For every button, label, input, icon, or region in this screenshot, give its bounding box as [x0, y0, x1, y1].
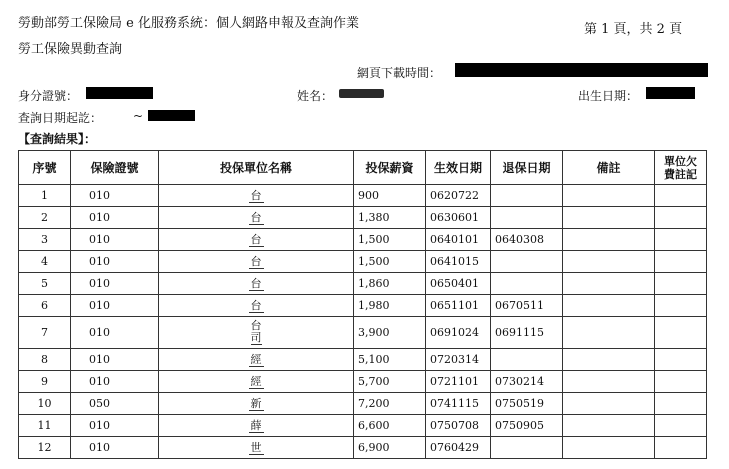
cell-unit-owed: [655, 437, 707, 459]
table-row: [19, 437, 707, 459]
query-period-sep: ~: [133, 109, 144, 123]
cell-remarks: [563, 251, 655, 273]
unit-name-text: 台: [250, 232, 262, 246]
col-header-unit-owed: [655, 151, 707, 185]
unit-name-text: 台: [250, 210, 262, 224]
cell-effective-date: 0750708: [426, 415, 491, 437]
cell-salary: 1,380: [354, 207, 426, 229]
unit-name-text: 台: [250, 276, 262, 290]
cell-salary: 1,980: [354, 295, 426, 317]
cell-remarks: [563, 371, 655, 393]
cell-withdrawal-date: [491, 349, 563, 371]
cell-index: 8: [19, 349, 71, 371]
cell-effective-date: 0650401: [426, 273, 491, 295]
cell-cert: 010: [71, 415, 159, 437]
cell-remarks: [563, 437, 655, 459]
col-header-withdrawal-date: 退保日期: [491, 151, 563, 185]
cell-withdrawal-date: 0640308: [491, 229, 563, 251]
cell-salary: 5,100: [354, 349, 426, 371]
cell-unit-name: [159, 229, 354, 251]
cell-unit-owed: [655, 185, 707, 207]
table-row: [19, 229, 707, 251]
cell-unit-owed: [655, 415, 707, 437]
cell-withdrawal-date: 0670511: [491, 295, 563, 317]
unit-name-text: 台: [250, 254, 262, 268]
cell-index: 2: [19, 207, 71, 229]
cell-effective-date: 0760429: [426, 437, 491, 459]
cell-index: 11: [19, 415, 71, 437]
cell-effective-date: 0620722: [426, 185, 491, 207]
cell-withdrawal-date: 0750905: [491, 415, 563, 437]
cell-remarks: [563, 229, 655, 251]
cell-salary: 6,600: [354, 415, 426, 437]
cell-remarks: [563, 207, 655, 229]
cell-index: 4: [19, 251, 71, 273]
cell-salary: 6,900: [354, 437, 426, 459]
cell-unit-owed: [655, 371, 707, 393]
cell-unit-owed: [655, 317, 707, 349]
cell-index: 5: [19, 273, 71, 295]
cell-withdrawal-date: [491, 185, 563, 207]
cell-effective-date: 0720314: [426, 349, 491, 371]
cell-cert: 010: [71, 349, 159, 371]
cell-withdrawal-date: [491, 251, 563, 273]
cell-unit-owed: [655, 273, 707, 295]
cell-salary: 1,500: [354, 229, 426, 251]
redacted-name: [339, 89, 384, 98]
unit-name-text: 台: [250, 319, 262, 332]
unit-name-text: 新: [250, 396, 262, 410]
cell-unit-name: [159, 415, 354, 437]
cell-cert: 050: [71, 393, 159, 415]
col-header-remarks: 備註: [563, 151, 655, 185]
redacted-id: [86, 87, 153, 99]
cell-effective-date: 0651101: [426, 295, 491, 317]
cell-index: 10: [19, 393, 71, 415]
cell-unit-owed: [655, 349, 707, 371]
cell-unit-name: [159, 317, 354, 349]
cell-salary: 900: [354, 185, 426, 207]
unit-name-text-line2: 司: [250, 331, 262, 344]
cell-unit-name: [159, 295, 354, 317]
cell-salary: 1,500: [354, 251, 426, 273]
name-label: 姓名：: [297, 89, 334, 103]
unit-name-text: 台: [250, 298, 262, 312]
table-row: [19, 393, 707, 415]
unit-name-text: 薛: [250, 418, 262, 432]
table-row: [19, 371, 707, 393]
cell-cert: 010: [71, 207, 159, 229]
col-header-unit-name: 投保單位名稱: [159, 151, 354, 185]
cell-index: 12: [19, 437, 71, 459]
cell-remarks: [563, 349, 655, 371]
cell-effective-date: 0721101: [426, 371, 491, 393]
redacted-birth-date: [646, 87, 695, 99]
cell-unit-name: [159, 207, 354, 229]
cell-unit-owed: [655, 295, 707, 317]
unit-name-text: 世: [250, 440, 262, 454]
cell-remarks: [563, 317, 655, 349]
table-row: [19, 185, 707, 207]
page-indicator: 第 1 頁，共 2 頁: [584, 22, 683, 37]
table-row: [19, 415, 707, 437]
cell-withdrawal-date: [491, 207, 563, 229]
cell-withdrawal-date: [491, 437, 563, 459]
cell-withdrawal-date: [491, 273, 563, 295]
table-row: [19, 317, 707, 349]
cell-index: 9: [19, 371, 71, 393]
cell-index: 6: [19, 295, 71, 317]
table-row: [19, 207, 707, 229]
cell-withdrawal-date: 0750519: [491, 393, 563, 415]
query-period-label: 查詢日期起訖：: [18, 111, 103, 125]
cell-remarks: [563, 295, 655, 317]
cell-index: 1: [19, 185, 71, 207]
cell-cert: 010: [71, 185, 159, 207]
col-header-index: 序號: [19, 151, 71, 185]
table-row: [19, 295, 707, 317]
unit-name-text: 台: [250, 188, 262, 202]
cell-cert: 010: [71, 317, 159, 349]
col-header-salary: 投保薪資: [354, 151, 426, 185]
birth-label: 出生日期：: [578, 89, 639, 103]
cell-salary: 7,200: [354, 393, 426, 415]
cell-remarks: [563, 415, 655, 437]
cell-effective-date: 0640101: [426, 229, 491, 251]
cell-effective-date: 0691024: [426, 317, 491, 349]
cell-cert: 010: [71, 371, 159, 393]
cell-cert: 010: [71, 251, 159, 273]
results-table: [18, 150, 707, 459]
unit-name-text: 經: [250, 352, 262, 366]
cell-salary: 3,900: [354, 317, 426, 349]
cell-salary: 5,700: [354, 371, 426, 393]
cell-remarks: [563, 185, 655, 207]
cell-unit-owed: [655, 251, 707, 273]
unit-owed-line1: 單位欠: [664, 154, 697, 168]
cell-unit-owed: [655, 229, 707, 251]
table-row: [19, 349, 707, 371]
cell-effective-date: 0741115: [426, 393, 491, 415]
cell-unit-name: [159, 437, 354, 459]
report-title: 勞工保險異動查詢: [18, 42, 123, 57]
table-row: [19, 273, 707, 295]
unit-owed-line2: 費註記: [664, 167, 697, 181]
cell-unit-name: [159, 371, 354, 393]
cell-unit-name: [159, 273, 354, 295]
cell-salary: 1,860: [354, 273, 426, 295]
cell-withdrawal-date: 0730214: [491, 371, 563, 393]
cell-unit-owed: [655, 393, 707, 415]
cell-index: 7: [19, 317, 71, 349]
cell-effective-date: 0630601: [426, 207, 491, 229]
cell-remarks: [563, 393, 655, 415]
col-header-cert: 保險證號: [71, 151, 159, 185]
system-title: 勞動部勞工保險局 e 化服務系統：個人網路申報及查詢作業: [18, 16, 359, 31]
results-heading: 【查詢結果】：: [18, 132, 97, 146]
cell-unit-name: [159, 185, 354, 207]
col-header-effective-date: 生效日期: [426, 151, 491, 185]
table-header-row: [19, 151, 707, 185]
cell-withdrawal-date: 0691115: [491, 317, 563, 349]
unit-name-multiline: [251, 320, 262, 345]
download-time-label: 網頁下載時間：: [357, 66, 442, 80]
table-row: [19, 251, 707, 273]
cell-unit-name: [159, 393, 354, 415]
cell-cert: 010: [71, 295, 159, 317]
id-label: 身分證號：: [18, 89, 79, 103]
cell-cert: 010: [71, 437, 159, 459]
cell-unit-name: [159, 349, 354, 371]
cell-effective-date: 0641015: [426, 251, 491, 273]
cell-unit-name: [159, 251, 354, 273]
unit-name-text: 經: [250, 374, 262, 388]
redacted-query-end: [148, 110, 195, 121]
redacted-download-time: [455, 63, 708, 77]
cell-remarks: [563, 273, 655, 295]
cell-cert: 010: [71, 229, 159, 251]
cell-cert: 010: [71, 273, 159, 295]
cell-index: 3: [19, 229, 71, 251]
cell-unit-owed: [655, 207, 707, 229]
